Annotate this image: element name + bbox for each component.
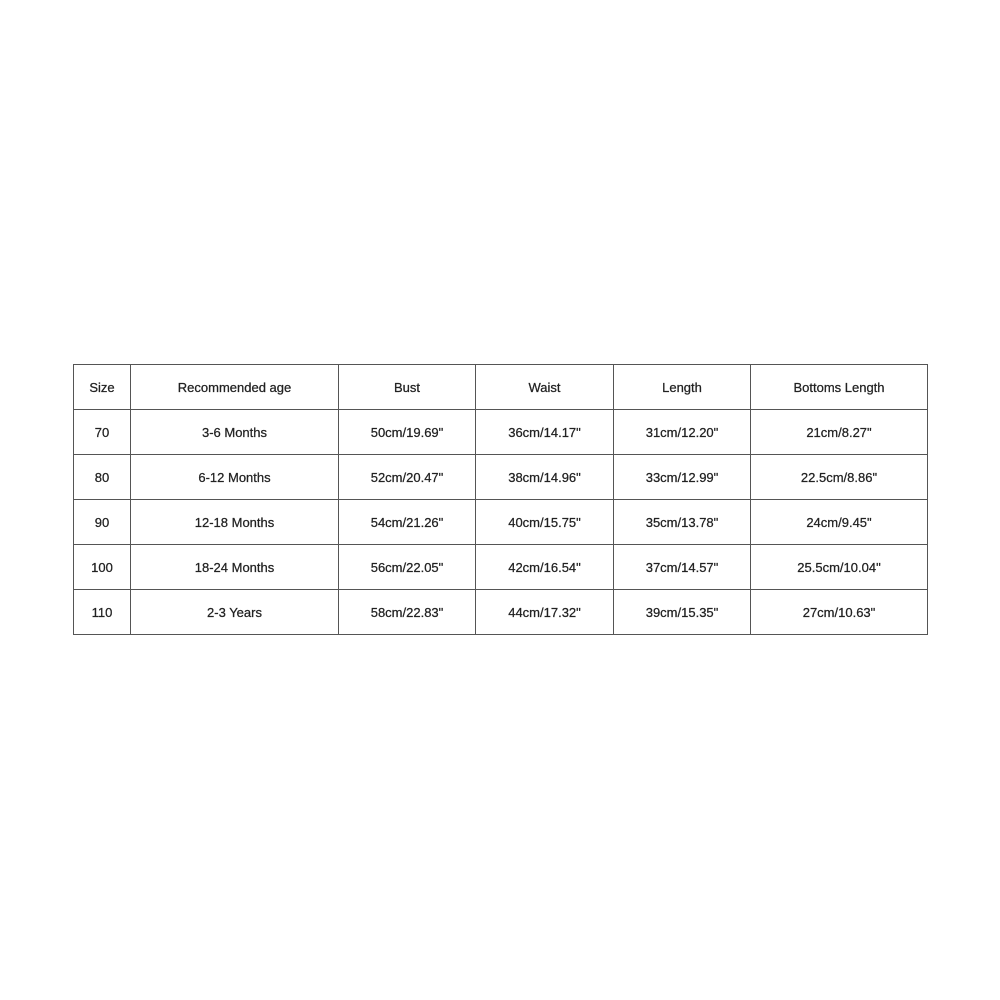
cell-waist: 44cm/17.32" <box>476 590 614 635</box>
cell-size: 110 <box>74 590 131 635</box>
cell-bust: 52cm/20.47" <box>339 455 476 500</box>
cell-bust: 50cm/19.69" <box>339 410 476 455</box>
header-bottoms-length: Bottoms Length <box>751 365 928 410</box>
cell-length: 33cm/12.99" <box>614 455 751 500</box>
cell-bust: 58cm/22.83" <box>339 590 476 635</box>
cell-length: 35cm/13.78" <box>614 500 751 545</box>
header-size: Size <box>74 365 131 410</box>
cell-length: 31cm/12.20" <box>614 410 751 455</box>
cell-length: 39cm/15.35" <box>614 590 751 635</box>
cell-bust: 54cm/21.26" <box>339 500 476 545</box>
cell-recommended-age: 18-24 Months <box>131 545 339 590</box>
cell-size: 90 <box>74 500 131 545</box>
cell-bottoms-length: 21cm/8.27" <box>751 410 928 455</box>
table-row <box>74 500 928 545</box>
size-chart-table <box>73 364 928 635</box>
table-row <box>74 545 928 590</box>
cell-bottoms-length: 27cm/10.63" <box>751 590 928 635</box>
cell-length: 37cm/14.57" <box>614 545 751 590</box>
header-row <box>74 365 928 410</box>
header-waist: Waist <box>476 365 614 410</box>
cell-waist: 42cm/16.54" <box>476 545 614 590</box>
header-bust: Bust <box>339 365 476 410</box>
cell-size: 70 <box>74 410 131 455</box>
cell-waist: 40cm/15.75" <box>476 500 614 545</box>
cell-bottoms-length: 22.5cm/8.86" <box>751 455 928 500</box>
cell-bust: 56cm/22.05" <box>339 545 476 590</box>
cell-bottoms-length: 24cm/9.45" <box>751 500 928 545</box>
table-row <box>74 410 928 455</box>
cell-waist: 38cm/14.96" <box>476 455 614 500</box>
header-recommended-age: Recommended age <box>131 365 339 410</box>
header-length: Length <box>614 365 751 410</box>
cell-recommended-age: 3-6 Months <box>131 410 339 455</box>
cell-size: 80 <box>74 455 131 500</box>
cell-waist: 36cm/14.17" <box>476 410 614 455</box>
table-row <box>74 590 928 635</box>
cell-bottoms-length: 25.5cm/10.04" <box>751 545 928 590</box>
cell-recommended-age: 12-18 Months <box>131 500 339 545</box>
cell-size: 100 <box>74 545 131 590</box>
cell-recommended-age: 6-12 Months <box>131 455 339 500</box>
table-row <box>74 455 928 500</box>
cell-recommended-age: 2-3 Years <box>131 590 339 635</box>
